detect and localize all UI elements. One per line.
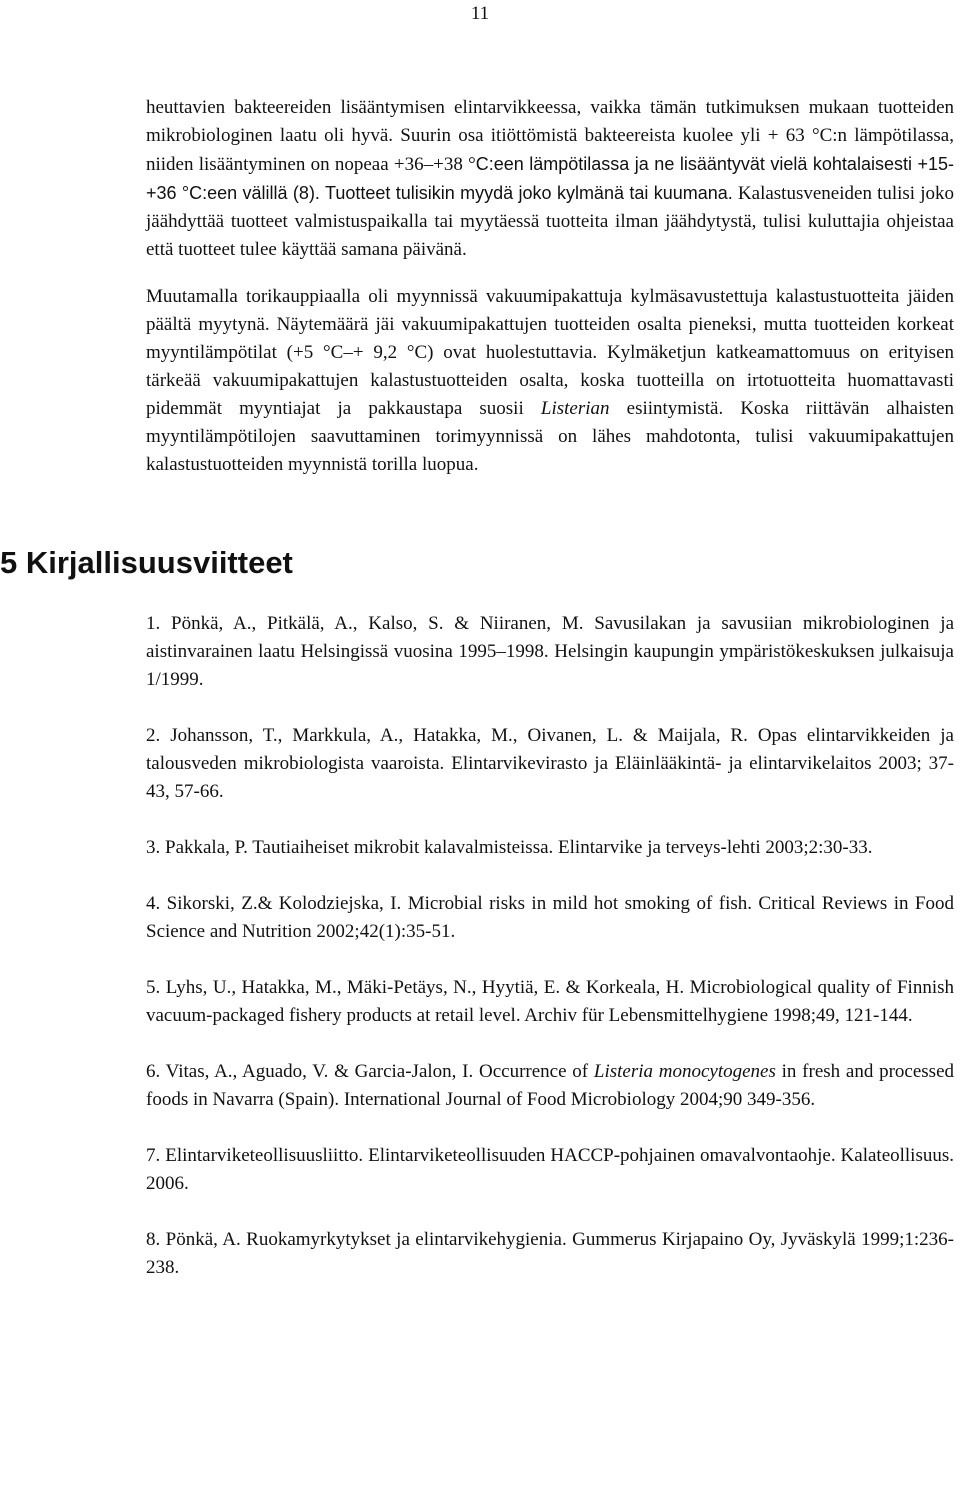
degree-symbol: ° [323,342,331,363]
reference-text-part: in fresh and processed foods in Navarra (Spain). International Journal of Food Microbiology 2004;90 349-356. [146,1061,954,1110]
reference-text: 2. Johansson, T., Markkula, A., Hatakka, M., Oivanen, L. & Maijala, R. Opas elintarvikkeiden ja talousveden mikrobiologista vaaroista. Elintarvikevirasto ja Eläinlääkintä- ja elintarvikelaitos 2003; 37-43, 57-66. [146,725,954,802]
reference-text [146,1058,954,1114]
degree-symbol: ° [811,125,820,146]
section-heading: 5 Kirjallisuusviitteet [0,545,293,580]
reference-item [146,610,954,694]
paragraph-text: C:een välillä (8). Tuotteet tulisikin myydä joko kylmänä tai kuumana. [189,183,733,203]
reference-text: 5. Lyhs, U., Hatakka, M., Mäki-Petäys, N., Hyytiä, E. & Korkeala, H. Microbiological quality of Finnish vacuum-packaged fishery products at retail level. Archiv für Lebensmittelhygiene 1998;49, 121-144. [146,977,954,1026]
reference-text: 4. Sikorski, Z.& Kolodziejska, I. Microbial risks in mild hot smoking of fish. Critical Reviews in Food Science and Nutrition 2002;42(1):35-51. [146,893,954,942]
reference-item [146,1058,954,1114]
degree-symbol: ° [406,342,415,363]
reference-text: 7. Elintarviketeollisuusliitto. Elintarviketeollisuuden HACCP-pohjainen omavalvontaohje. Kalateollisuus. 2006. [146,1145,954,1194]
reference-item [146,890,954,946]
paragraph-text: C–+ 9,2 [330,342,407,363]
degree-symbol: ° [181,183,190,203]
body-paragraph-2 [146,283,954,479]
degree-symbol: ° [468,154,476,175]
page-number: 11 [470,3,490,24]
reference-item [146,834,954,862]
paragraph-text: Muutamalla torikauppiaalla oli myynnissä vakuumipakattuja kylmäsavustettuja kalastustuotteita jäiden päältä myytynä. Näytemäärä jäi vakuumipakattujen tuotteiden osalta pieneksi, mutta tuotteiden korkeat myyntilämpötilat (+5 [146,286,954,363]
reference-item [146,974,954,1030]
paragraph-text: heuttavien bakteereiden lisääntymisen elintarvikkeessa, vaikka tämän tutkimuksen mukaan tuotteiden mikrobiologinen laatu oli hyvä. Suurin osa itiöttömistä bakteereista kuolee yli + 63 [146,97,954,146]
paragraph-text: Kalastusveneiden tulisi joko jäähdyttää tuotteet valmistuspaikalla tai myytäessä tuotteita ilman jäähdytystä, tulisi kuluttajia ohjeistaa että tuotteet tulee käyttää samana päivänä. [146,183,954,260]
reference-text: 3. Pakkala, P. Tautiaiheiset mikrobit kalavalmisteissa. Elintarvike ja terveys-lehti 2003;2:30-33. [146,837,873,858]
reference-list [146,610,954,1282]
paragraph-text: C) ovat huolestuttavia. Kylmäketjun katkeamattomuus on erityisen tärkeää vakuumipakattujen kalastustuotteiden osalta, koska tuotteilla on irtotuotteita huomattavasti pidemmät myyntiajat ja pakkaustapa suosii [146,342,955,419]
paragraph-text: esiintymistä. Koska riittävän alhaisten myyntilämpötilojen saavuttaminen torimyynnissä on lähes mahdotonta, tulisi vakuumipakattujen kalastustuotteiden myynnistä torilla luopua. [146,398,954,475]
reference-italic-text: Listeria monocytogenes [593,1061,776,1082]
paragraph-text: C:n lämpötilassa, niiden lisääntyminen on nopeaa +36–+38 [146,125,954,175]
body-paragraph-1 [146,94,954,264]
paragraph-text: C:een lämpötilassa ja ne lisääntyvät vielä kohtalaisesti +15-+36 [146,154,954,203]
document-body [0,94,955,1282]
reference-text: 8. Pönkä, A. Ruokamyrkytykset ja elintarvikehygienia. Gummerus Kirjapaino Oy, Jyväskylä 1999;1:236-238. [146,1229,954,1278]
reference-text: 1. Pönkä, A., Pitkälä, A., Kalso, S. & Niiranen, M. Savusilakan ja savusiian mikrobiologinen ja aistinvarainen laatu Helsingissä vuosina 1995–1998. Helsingin kaupungin ympäristökeskuksen julkaisuja 1/1999. [146,613,954,690]
reference-text-part: 6. Vitas, A., Aguado, V. & Garcia-Jalon, I. Occurrence of [146,1061,594,1082]
reference-item [146,722,954,806]
paragraph-italic-text: Listerian [540,398,610,419]
reference-item [146,1226,954,1282]
reference-item [146,1142,954,1198]
